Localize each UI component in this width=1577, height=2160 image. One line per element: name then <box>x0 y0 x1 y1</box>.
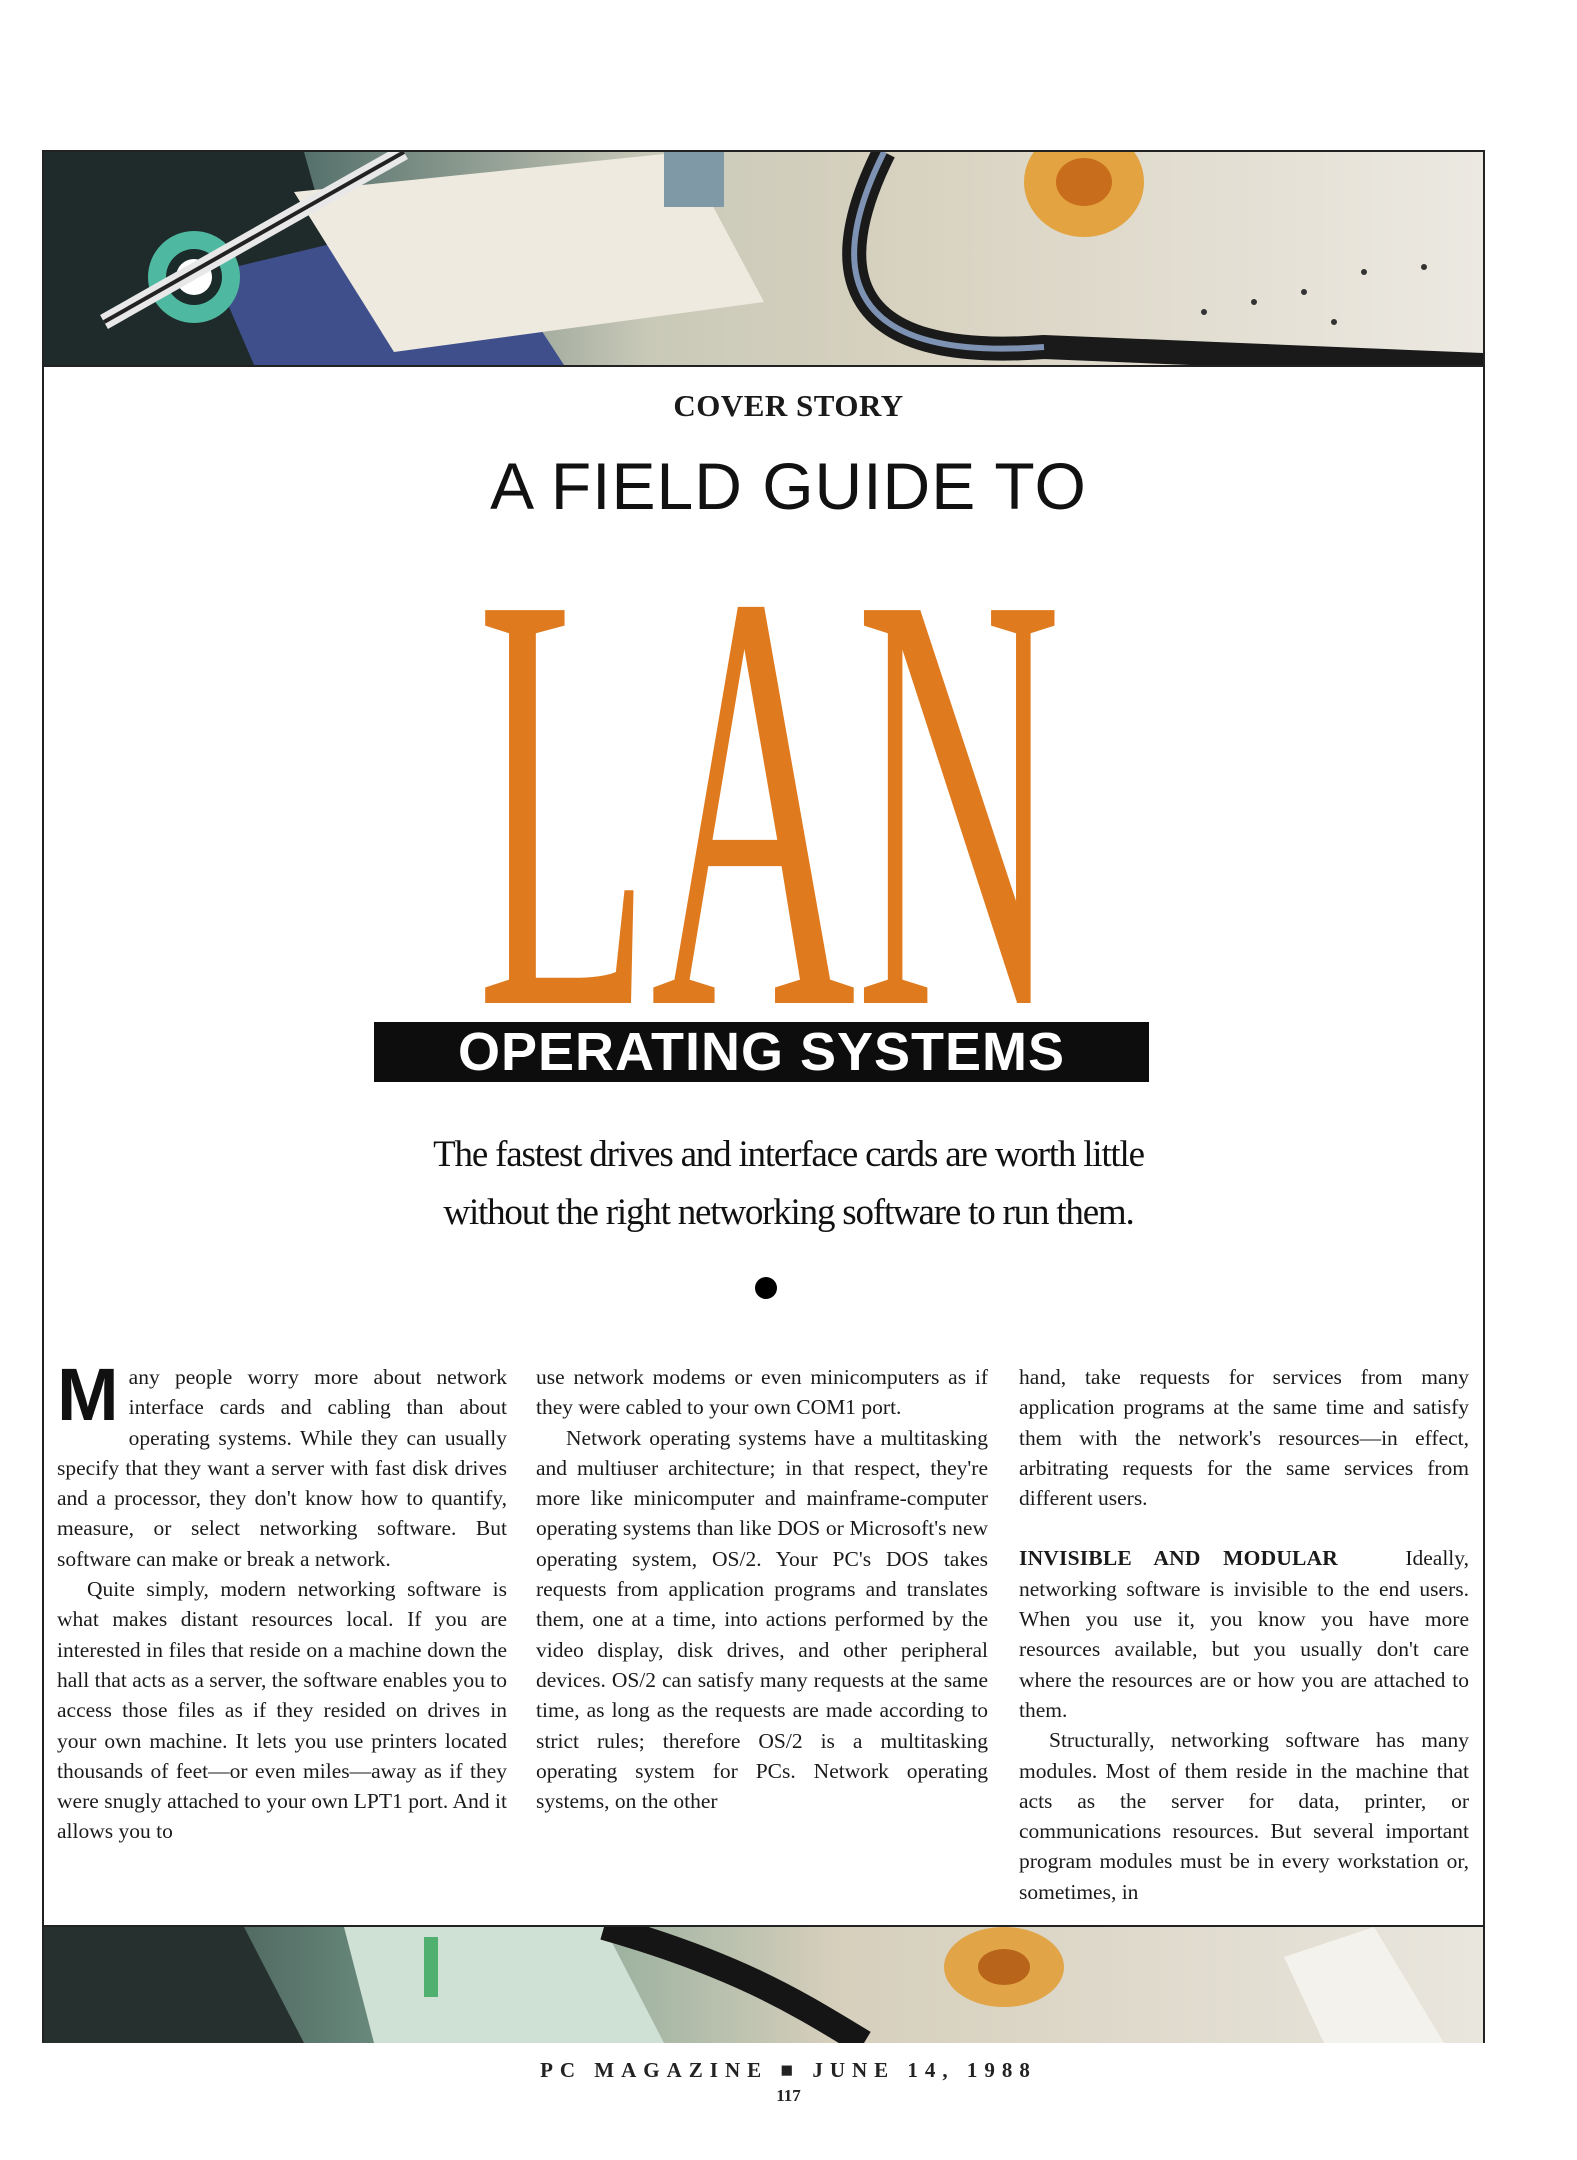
top-illustration-banner <box>44 152 1483 367</box>
deck-line-2: without the right networking software to run them. <box>443 1192 1134 1233</box>
paragraph-text: Ideally, networking software is invisible to the end users. When you use it, you know you have more resources available, but you usually don't care where the resources are or how you are attached to them. <box>1019 1546 1469 1722</box>
body-paragraph: use network modems or even minicomputers as if they were cabled to your own COM1 port. <box>536 1365 988 1420</box>
footer-magazine: PC MAGAZINE ■ JUNE 14, 1988 <box>540 2058 1037 2082</box>
drop-cap: M <box>57 1353 119 1436</box>
cable-illustration <box>44 152 1483 365</box>
body-paragraph: Structurally, networking software has many modules. Most of them reside in the machine that acts as the server for data, printer, or communications resources. But several important program modules must be in every workstation or, sometimes, in <box>1019 1728 1469 1904</box>
bullet-dot <box>755 1277 777 1299</box>
body-paragraph <box>1019 1543 1469 1725</box>
body-paragraph: hand, take requests for services from many application programs at the same time and satisfy them with the network's resources—in effect, arbitrating requests for the same services from different users. <box>1019 1365 1469 1511</box>
cable-illustration-bottom <box>44 1927 1483 2043</box>
body-column-2 <box>536 1362 988 1816</box>
headline-bar: OPERATING SYSTEMS <box>374 1022 1149 1082</box>
body-column-1 <box>57 1353 507 1847</box>
body-paragraph: Quite simply, modern networking software is what makes distant resources local. If you are interested in files that reside on a machine down the hall that acts as a server, the software enables you to access those files as if they resided on drives in your own machine. It lets you use printers located thousands of feet—or even miles—away as if they were snugly attached to your own LPT1 port. And it allows you to <box>57 1577 507 1844</box>
paragraph-text: any people worry more about network interface cards and cabling than about operating systems. While they can usually specify that they want a server with fast disk drives and a processor, they don't know how to quantify, measure, or select networking software. But software can make or break a network. <box>57 1365 507 1571</box>
kicker: COVER STORY <box>673 388 904 423</box>
body-paragraph <box>57 1353 507 1574</box>
headline-main <box>477 545 1061 1010</box>
page-number: 117 <box>776 2086 801 2105</box>
subhead: INVISIBLE AND MODULAR <box>1019 1546 1339 1571</box>
headline-main-text: LAN <box>477 545 1061 1010</box>
bottom-illustration-banner <box>44 1925 1483 2043</box>
headline-top: A FIELD GUIDE TO <box>490 449 1087 523</box>
body-paragraph: Network operating systems have a multitasking and multiuser architecture; in that respect, they're more like minicomputer and mainframe-computer operating systems than like DOS or Microsoft's new operating system, OS/2. Your PC's DOS takes requests from application programs and translates them, one at a time, into actions performed by the video display, disk drives, and other peripheral devices. OS/2 can satisfy many requests at the same time, as long as the requests are made according to strict rules; therefore OS/2 is a multitasking operating system for PCs. Network operating systems, on the other <box>536 1425 988 1814</box>
deck-line-1: The fastest drives and interface cards are worth little <box>433 1134 1144 1175</box>
body-column-3 <box>1019 1362 1469 1907</box>
deck <box>0 1126 1577 1242</box>
